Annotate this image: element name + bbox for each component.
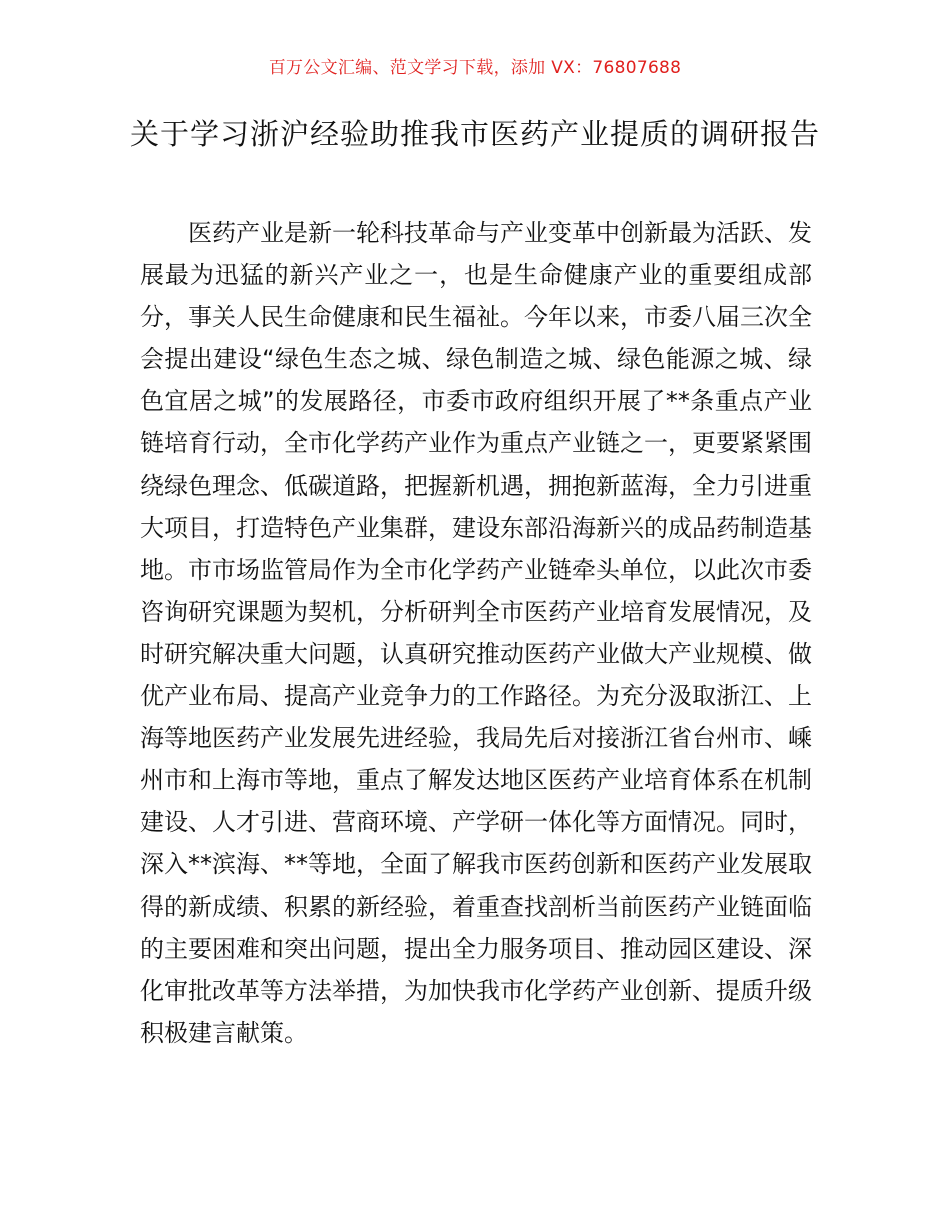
body-paragraph: 医药产业是新一轮科技革命与产业变革中创新最为活跃、发展最为迅猛的新兴产业之一，也是生命健康产业的重要组成部分，事关人民生命健康和民生福祉。今年以来，市委八届三次全会提出建设“绿色生态之城、绿色制造之城、绿色能源之城、绿色宜居之城”的发展路径，市委市政府组织开展了**条重点产业链培育行动，全市化学药产业作为重点产业链之一，更要紧紧围绕绿色理念、低碳道路，把握新机遇，拥抱新蓝海，全力引进重大项目，打造特色产业集群，建设东部沿海新兴的成品药制造基地。市市场监管局作为全市化学药产业链牵头单位，以此次市委咨询研究课题为契机，分析研判全市医药产业培育发展情况，及时研究解决重大问题，认真研究推动医药产业做大产业规模、做优产业布局、提高产业竞争力的工作路径。为充分汲取浙江、上海等地医药产业发展先进经验，我局先后对接浙江省台州市、嵊州市和上海市等地，重点了解发达地区医药产业培育体系在机制建设、人才引进、营商环境、产学研一体化等方面情况。同时，深入**滨海、**等地，全面了解我市医药创新和医药产业发展取得的新成绩、积累的新经验，着重查找剖析当前医药产业链面临的主要困难和突出问题，提出全力服务项目、推动园区建设、深化审批改革等方法举措，为加快我市化学药产业创新、提质升级积极建言献策。 <box>140 219 812 1047</box>
document-title: 关于学习浙沪经验助推我市医药产业提质的调研报告 <box>130 117 821 151</box>
watermark-banner: 百万公文汇编、范文学习下载，添加 VX：76807688 <box>268 58 682 78</box>
